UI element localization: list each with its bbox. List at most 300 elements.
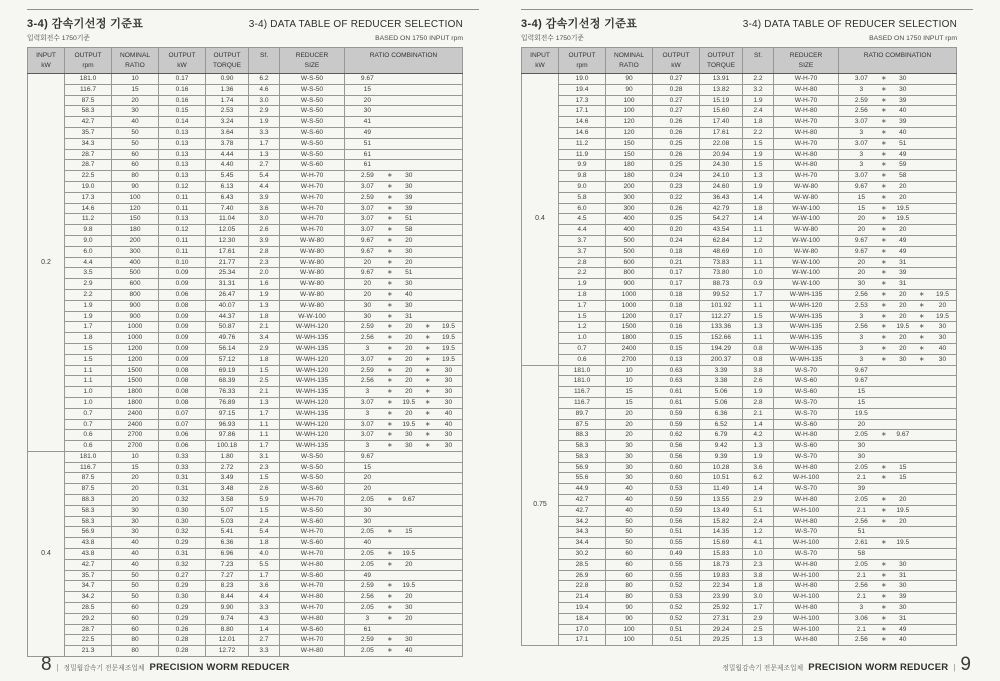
cell-nominal-ratio: 20	[606, 419, 653, 430]
page-top-rule	[521, 9, 973, 10]
cell-output-rpm: 34.3	[65, 138, 112, 149]
cell-output-torque: 5.06	[700, 387, 743, 398]
cell-service-factor: 3.8	[743, 365, 774, 376]
cell-output-rpm: 3.7	[559, 235, 606, 246]
combo-part: 2.56	[854, 636, 868, 644]
table-row	[522, 322, 957, 333]
cell-reducer-size: W-H-80	[774, 430, 839, 441]
cell-ratio-combination	[345, 419, 463, 430]
cell-output-kw: 0.08	[159, 376, 206, 387]
cell-reducer-size: W-WH-135	[774, 322, 839, 333]
cell-ratio-combination	[345, 441, 463, 452]
column-header-line2: RATIO	[125, 61, 145, 69]
cell-reducer-size: W-H-70	[774, 171, 839, 182]
cell-output-torque: 17.40	[700, 117, 743, 128]
cell-reducer-size: W-W-100	[774, 214, 839, 225]
cell-nominal-ratio: 120	[606, 117, 653, 128]
cell-output-kw: 0.22	[653, 192, 700, 203]
cell-nominal-ratio: 300	[606, 203, 653, 214]
cell-output-rpm: 29.2	[65, 613, 112, 624]
cell-output-rpm: 0.7	[65, 419, 112, 430]
cell-output-kw: 0.53	[653, 592, 700, 603]
cell-ratio-combination	[345, 181, 463, 192]
table-row	[522, 462, 957, 473]
cell-output-torque: 17.61	[700, 127, 743, 138]
combo-part: 49	[899, 247, 907, 255]
cell-output-kw: 0.17	[653, 311, 700, 322]
combo-part: 2.59	[360, 636, 374, 644]
cell-output-rpm: 2.2	[65, 289, 112, 300]
cell-output-kw: 0.18	[653, 246, 700, 257]
cell-output-kw: 0.31	[159, 549, 206, 560]
combo-part: ∗	[881, 280, 887, 288]
table-row	[522, 268, 957, 279]
column-header-line1: Sf.	[259, 51, 269, 59]
table-head	[28, 48, 463, 74]
cell-service-factor: 1.9	[743, 95, 774, 106]
combo-part: 20	[899, 334, 907, 342]
table-row	[28, 538, 463, 549]
ratio-combination	[345, 333, 462, 343]
cell-output-torque: 9.39	[700, 451, 743, 462]
cell-ratio-combination	[345, 289, 463, 300]
cell-ratio-combination	[839, 74, 957, 85]
combo-part: ∗	[387, 409, 393, 417]
cell-output-kw: 0.28	[159, 635, 206, 646]
combo-part: ∗	[387, 172, 393, 180]
cell-service-factor: 1.3	[743, 441, 774, 452]
cell-output-torque: 25.92	[700, 603, 743, 614]
page-subheader	[27, 32, 463, 42]
cell-service-factor: 3.6	[249, 203, 280, 214]
combo-part: 20	[405, 323, 413, 331]
cell-service-factor: 1.4	[743, 214, 774, 225]
cell-service-factor: 1.1	[743, 300, 774, 311]
cell-reducer-size: W-H-70	[280, 203, 345, 214]
combo-part: 20	[405, 236, 413, 244]
cell-ratio-combination	[839, 235, 957, 246]
combo-part: ∗	[881, 236, 887, 244]
combo-part: 2.56	[854, 323, 868, 331]
cell-reducer-size: W-H-100	[774, 570, 839, 581]
combo-part: ∗	[881, 517, 887, 525]
cell-output-torque: 3.48	[206, 484, 249, 495]
cell-reducer-size: W-WH-135	[280, 343, 345, 354]
cell-service-factor: 3.6	[249, 581, 280, 592]
column-header-output-kw	[653, 48, 700, 74]
cell-reducer-size: W-WH-135	[280, 333, 345, 344]
cell-output-torque: 6.96	[206, 549, 249, 560]
cell-output-kw: 0.09	[159, 268, 206, 279]
combo-part: ∗	[387, 280, 393, 288]
cell-nominal-ratio: 90	[112, 181, 159, 192]
ratio-combination	[839, 268, 956, 278]
combo-part: 2.1	[856, 571, 866, 579]
combo-part: 30	[405, 636, 413, 644]
input-speed-note-korean: 입력회전수 1750기준	[27, 35, 90, 42]
combo-part: 31	[899, 571, 907, 579]
cell-reducer-size: W-S-60	[280, 538, 345, 549]
combo-part: 30	[444, 431, 453, 439]
combo-part: 20	[899, 290, 907, 298]
ratio-combination	[345, 581, 462, 591]
table-row	[522, 635, 957, 646]
ratio-combination	[345, 430, 462, 440]
column-header-line1: OUTPUT	[74, 51, 102, 59]
combo-part: ∗	[881, 204, 887, 212]
ratio-combination	[839, 214, 956, 224]
table-row	[522, 387, 957, 398]
combo-part: ∗	[881, 312, 887, 320]
cell-service-factor: 1.6	[249, 279, 280, 290]
cell-ratio-combination	[345, 225, 463, 236]
combo-part: ∗	[387, 290, 393, 298]
cell-output-kw: 0.55	[653, 559, 700, 570]
table-row	[28, 127, 463, 138]
reducer-selection-table	[521, 47, 957, 646]
cell-service-factor: 1.7	[249, 441, 280, 452]
cell-reducer-size: W-W-80	[280, 257, 345, 268]
table-row	[28, 592, 463, 603]
ratio-combination	[345, 506, 462, 516]
cell-output-kw: 0.20	[653, 225, 700, 236]
cell-output-kw: 0.13	[159, 138, 206, 149]
cell-service-factor: 1.5	[249, 505, 280, 516]
combo-part: ∗	[881, 604, 887, 612]
cell-service-factor: 1.8	[743, 581, 774, 592]
cell-reducer-size: W-S-50	[280, 117, 345, 128]
table-row	[28, 430, 463, 441]
combo-part: 39	[405, 204, 413, 212]
cell-output-torque: 6.13	[206, 181, 249, 192]
cell-output-kw: 0.18	[653, 300, 700, 311]
cell-ratio-combination	[345, 117, 463, 128]
combo-part: 3	[365, 442, 370, 450]
table-row	[28, 225, 463, 236]
combo-part: 20	[405, 593, 413, 601]
cell-nominal-ratio: 40	[606, 505, 653, 516]
cell-output-kw: 0.32	[159, 527, 206, 538]
cell-output-torque: 3.78	[206, 138, 249, 149]
cell-ratio-combination	[839, 343, 957, 354]
cell-output-rpm: 30.2	[559, 549, 606, 560]
cell-nominal-ratio: 40	[112, 549, 159, 560]
table-row	[28, 484, 463, 495]
cell-output-kw: 0.11	[159, 235, 206, 246]
table-row	[28, 181, 463, 192]
cell-output-torque: 25.34	[206, 268, 249, 279]
page-8	[27, 0, 479, 681]
cell-output-kw: 0.08	[159, 300, 206, 311]
combo-part: 39	[899, 96, 907, 104]
ratio-combination	[839, 635, 956, 645]
combo-part: ∗	[387, 236, 393, 244]
cell-nominal-ratio: 10	[112, 74, 159, 85]
cell-output-kw: 0.11	[159, 203, 206, 214]
cell-nominal-ratio: 60	[112, 160, 159, 171]
combo-part: ∗	[387, 344, 393, 352]
combo-part: 40	[405, 647, 413, 655]
cell-output-kw: 0.29	[159, 581, 206, 592]
combo-part: 2.1	[856, 625, 866, 633]
cell-nominal-ratio: 1800	[112, 397, 159, 408]
ratio-combination	[345, 366, 462, 376]
combo-part: ∗	[387, 550, 393, 558]
cell-ratio-combination	[839, 149, 957, 160]
cell-output-kw: 0.09	[159, 354, 206, 365]
cell-output-torque: 73.80	[700, 268, 743, 279]
ratio-combination	[345, 225, 462, 235]
ratio-combination	[345, 409, 462, 419]
cell-ratio-combination	[345, 322, 463, 333]
cell-ratio-combination	[839, 613, 957, 624]
combo-part: 30	[405, 280, 413, 288]
cell-output-kw: 0.56	[653, 451, 700, 462]
cell-ratio-combination	[345, 192, 463, 203]
table-row	[28, 527, 463, 538]
combo-part: 30	[899, 582, 907, 590]
combo-part: 2.59	[360, 366, 374, 374]
cell-reducer-size: W-S-50	[280, 451, 345, 462]
ratio-combination	[345, 204, 462, 214]
combo-part: 31	[899, 280, 907, 288]
table-row	[522, 95, 957, 106]
cell-output-torque: 3.64	[206, 127, 249, 138]
cell-ratio-combination	[839, 624, 957, 635]
cell-output-rpm: 22.5	[65, 635, 112, 646]
cell-reducer-size: W-H-80	[280, 592, 345, 603]
combo-part: 58	[899, 172, 907, 180]
combo-part: ∗	[424, 355, 431, 363]
combo-part: ∗	[387, 182, 393, 190]
cell-reducer-size: W-WH-135	[774, 289, 839, 300]
cell-nominal-ratio: 300	[112, 246, 159, 257]
ratio-combination	[345, 150, 462, 160]
cell-nominal-ratio: 400	[606, 214, 653, 225]
cell-output-kw: 0.53	[653, 484, 700, 495]
ratio-combination	[839, 452, 956, 462]
cell-nominal-ratio: 500	[606, 235, 653, 246]
cell-output-rpm: 6.0	[65, 246, 112, 257]
ratio-combination	[345, 322, 462, 332]
cell-reducer-size: W-H-80	[280, 559, 345, 570]
input-kw-group-cell: 0.4	[522, 74, 559, 366]
combo-part: ∗	[881, 193, 887, 201]
cell-service-factor: 1.3	[743, 171, 774, 182]
combo-part: 2.56	[360, 334, 374, 342]
cell-ratio-combination	[839, 257, 957, 268]
cell-output-rpm: 2.9	[65, 279, 112, 290]
table-row	[522, 430, 957, 441]
combo-part: ∗	[881, 431, 887, 439]
cell-reducer-size: W-H-100	[774, 505, 839, 516]
cell-reducer-size: W-H-70	[774, 74, 839, 85]
cell-output-kw: 0.33	[159, 462, 206, 473]
cell-output-kw: 0.16	[653, 322, 700, 333]
cell-reducer-size: W-H-70	[774, 117, 839, 128]
cell-nominal-ratio: 30	[112, 106, 159, 117]
combo-part: 3	[859, 604, 864, 612]
table-row	[522, 181, 957, 192]
cell-reducer-size: W-S-60	[774, 419, 839, 430]
column-header-reducer-size	[280, 48, 345, 74]
cell-output-rpm: 88.3	[65, 495, 112, 506]
cell-output-kw: 0.13	[653, 354, 700, 365]
cell-nominal-ratio: 30	[112, 505, 159, 516]
column-header-nominal-ratio	[112, 48, 159, 74]
cell-ratio-combination	[839, 387, 957, 398]
cell-reducer-size: W-S-70	[774, 408, 839, 419]
cell-ratio-combination	[345, 268, 463, 279]
cell-nominal-ratio: 50	[112, 581, 159, 592]
combo-part: 15	[363, 463, 371, 471]
combo-part: 41	[363, 118, 371, 126]
cell-service-factor: 2.6	[249, 484, 280, 495]
ratio-combination	[839, 430, 956, 440]
cell-service-factor: 1.3	[249, 149, 280, 160]
cell-nominal-ratio: 900	[112, 311, 159, 322]
cell-output-torque: 3.49	[206, 473, 249, 484]
cell-ratio-combination	[345, 516, 463, 527]
ratio-combination	[839, 139, 956, 149]
cell-output-rpm: 26.9	[559, 570, 606, 581]
table-row	[522, 613, 957, 624]
column-header-line2: rpm	[82, 61, 94, 69]
cell-output-kw: 0.26	[653, 117, 700, 128]
cell-output-rpm: 56.9	[559, 462, 606, 473]
cell-output-torque: 0.90	[206, 74, 249, 85]
table-row	[522, 343, 957, 354]
combo-part: 2.59	[360, 323, 374, 331]
cell-output-kw: 0.24	[653, 171, 700, 182]
cell-service-factor: 5.4	[249, 171, 280, 182]
column-header-line2	[743, 61, 773, 71]
column-header-line2: kW	[671, 61, 681, 69]
combo-part: 9.67	[360, 247, 374, 255]
cell-ratio-combination	[345, 484, 463, 495]
column-header-output-torque	[206, 48, 249, 74]
cell-ratio-combination	[345, 311, 463, 322]
ratio-combination	[839, 441, 956, 451]
cell-ratio-combination	[839, 473, 957, 484]
cell-nominal-ratio: 30	[606, 462, 653, 473]
cell-service-factor: 1.4	[743, 192, 774, 203]
cell-output-rpm: 58.3	[559, 451, 606, 462]
cell-nominal-ratio: 40	[606, 484, 653, 495]
ratio-combination	[345, 301, 462, 311]
cell-output-torque: 14.35	[700, 527, 743, 538]
ratio-combination	[839, 625, 956, 635]
cell-service-factor: 2.4	[743, 516, 774, 527]
input-kw-group-cell: 0.4	[28, 451, 65, 656]
cell-ratio-combination	[839, 95, 957, 106]
cell-reducer-size: W-S-50	[280, 84, 345, 95]
column-header-line2: TORQUE	[706, 61, 736, 69]
cell-output-kw: 0.13	[159, 149, 206, 160]
cell-service-factor: 1.4	[743, 484, 774, 495]
cell-ratio-combination	[839, 592, 957, 603]
cell-reducer-size: W-W-80	[774, 192, 839, 203]
cell-service-factor: 2.4	[249, 516, 280, 527]
cell-output-kw: 0.27	[653, 106, 700, 117]
combo-part: 3.07	[360, 420, 374, 428]
cell-reducer-size: W-H-100	[774, 624, 839, 635]
ratio-combination	[839, 193, 956, 203]
table-row	[28, 462, 463, 473]
cell-service-factor: 4.4	[249, 592, 280, 603]
combo-part: 39	[899, 118, 907, 126]
cell-service-factor: 1.0	[743, 246, 774, 257]
combo-part: 51	[405, 269, 413, 277]
cell-output-torque: 24.60	[700, 181, 743, 192]
combo-part: ∗	[387, 258, 393, 266]
cell-output-kw: 0.33	[159, 451, 206, 462]
combo-part: 2.05	[360, 550, 374, 558]
cell-ratio-combination	[839, 160, 957, 171]
combo-part: 51	[857, 528, 865, 536]
cell-ratio-combination	[345, 106, 463, 117]
cell-nominal-ratio: 2700	[112, 430, 159, 441]
cell-ratio-combination	[345, 387, 463, 398]
combo-part: 19.5	[896, 204, 910, 212]
combo-part: ∗	[881, 571, 887, 579]
cell-nominal-ratio: 600	[112, 279, 159, 290]
cell-nominal-ratio: 600	[606, 257, 653, 268]
cell-output-torque: 99.52	[700, 289, 743, 300]
cell-output-torque: 112.27	[700, 311, 743, 322]
table-row	[28, 581, 463, 592]
cell-service-factor: 1.8	[249, 538, 280, 549]
combo-part: 58	[405, 226, 413, 234]
cell-reducer-size: W-WH-120	[280, 430, 345, 441]
combo-part: 20	[899, 226, 907, 234]
combo-part: 3	[859, 312, 864, 320]
cell-reducer-size: W-W-100	[774, 268, 839, 279]
input-speed-note-english: BASED ON 1750 INPUT rpm	[375, 35, 463, 42]
cell-ratio-combination	[839, 419, 957, 430]
table-row	[522, 203, 957, 214]
combo-part: 49	[899, 236, 907, 244]
cell-output-torque: 19.83	[700, 570, 743, 581]
combo-part: 40	[363, 539, 371, 547]
cell-service-factor: 1.7	[249, 138, 280, 149]
cell-reducer-size: W-H-80	[774, 127, 839, 138]
table-row	[28, 559, 463, 570]
combo-part: 9.67	[896, 431, 910, 439]
cell-nominal-ratio: 20	[112, 95, 159, 106]
cell-output-kw: 0.17	[159, 74, 206, 85]
combo-part: ∗	[881, 539, 887, 547]
ratio-combination	[839, 495, 956, 505]
cell-output-rpm: 1.1	[65, 376, 112, 387]
cell-nominal-ratio: 180	[112, 225, 159, 236]
cell-nominal-ratio: 80	[112, 171, 159, 182]
cell-output-torque: 2.72	[206, 462, 249, 473]
cell-output-torque: 3.24	[206, 117, 249, 128]
cell-reducer-size: W-S-50	[280, 505, 345, 516]
cell-output-rpm: 42.7	[65, 559, 112, 570]
column-header-line2	[249, 61, 279, 71]
combo-part: 2.05	[854, 463, 868, 471]
table-row	[28, 354, 463, 365]
cell-reducer-size: W-S-70	[774, 365, 839, 376]
cell-service-factor: 6.2	[249, 74, 280, 85]
cell-output-rpm: 17.1	[559, 635, 606, 646]
table-row	[28, 365, 463, 376]
combo-part: 2.05	[360, 528, 374, 536]
column-header-line1: RATIO COMBINATION	[369, 51, 438, 59]
combo-part: 15	[857, 388, 865, 396]
